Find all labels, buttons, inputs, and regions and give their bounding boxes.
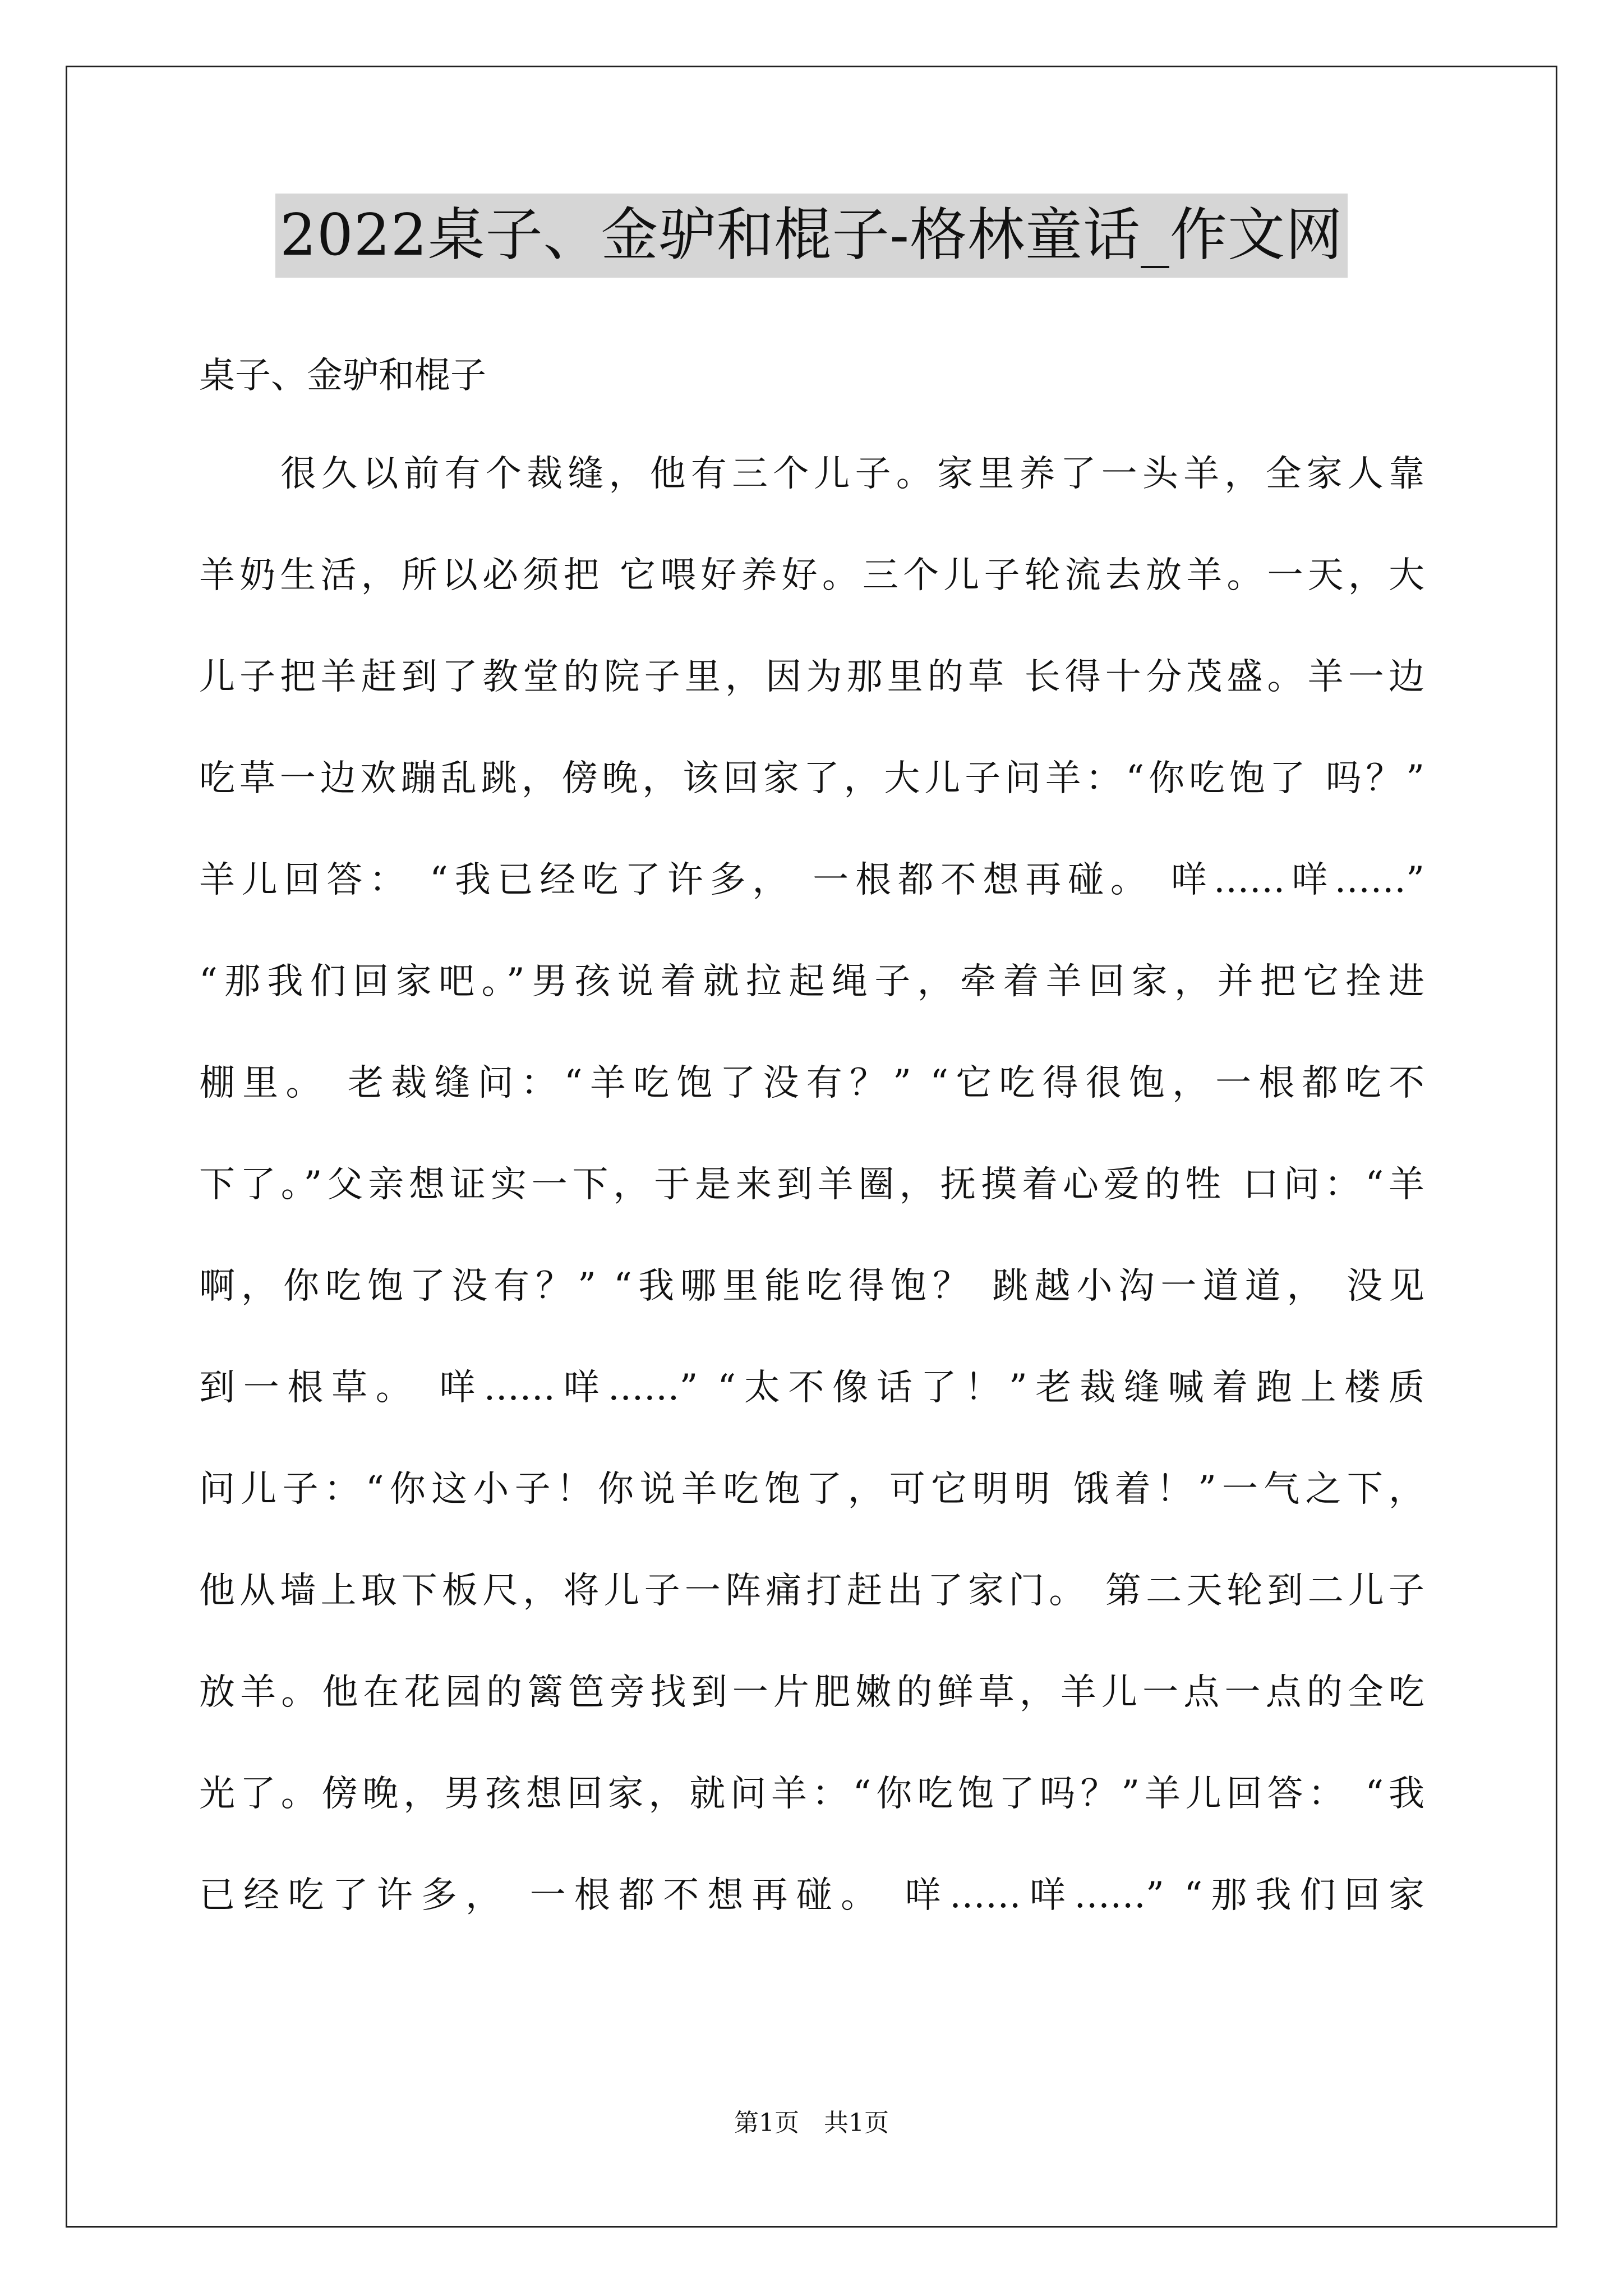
body-line: 已经吃了许多， 一根都不想再碰。 咩……咩……” “那我们回家 [199, 1875, 1424, 1916]
body-line: 到一根草。 咩……咩……” “太不像话了！”老裁缝喊着跑上楼质 [199, 1367, 1424, 1409]
body-line: 棚里。 老裁缝问：“羊吃饱了没有？” “它吃得很饱，一根都吃不 [199, 1062, 1424, 1104]
title-container [0, 194, 1623, 278]
body-line: 吃草一边欢蹦乱跳，傍晚，该回家了，大儿子问羊：“你吃饱了 吗？” [199, 758, 1424, 799]
body-line: 下了。”父亲想证实一下，于是来到羊圈，抚摸着心爱的牲 口问：“羊 [199, 1164, 1424, 1205]
body-line: 他从墙上取下板尺，将儿子一阵痛打赶出了家门。 第二天轮到二儿子 [199, 1570, 1424, 1612]
body-line: 放羊。他在花园的篱笆旁找到一片肥嫩的鲜草，羊儿一点一点的全吃 [199, 1672, 1424, 1713]
document-title: 2022桌子、金驴和棍子-格林童话_作文网 [275, 194, 1348, 278]
body-line: 羊奶生活，所以必须把 它喂好养好。三个儿子轮流去放羊。一天，大 [199, 555, 1424, 596]
body-line: 羊儿回答： “我已经吃了许多， 一根都不想再碰。 咩……咩……” [199, 859, 1424, 901]
document-subtitle: 桌子、金驴和棍子 [199, 355, 486, 397]
body-line: 光了。傍晚，男孩想回家，就问羊：“你吃饱了吗？”羊儿回答： “我 [199, 1773, 1424, 1815]
body-line: 很久以前有个裁缝，他有三个儿子。家里养了一头羊，全家人靠 [280, 453, 1424, 495]
body-line: “那我们回家吧。”男孩说着就拉起绳子，牵着羊回家，并把它拴进 [199, 961, 1424, 1002]
body-line: 问儿子：“你这小子！你说羊吃饱了，可它明明 饿着！”一气之下， [199, 1469, 1424, 1510]
page-number-footer: 第1页 共1页 [734, 2109, 889, 2137]
body-line: 儿子把羊赶到了教堂的院子里，因为那里的草 长得十分茂盛。羊一边 [199, 656, 1424, 698]
body-line: 啊，你吃饱了没有？” “我哪里能吃得饱？ 跳越小沟一道道， 没见 [199, 1266, 1424, 1307]
